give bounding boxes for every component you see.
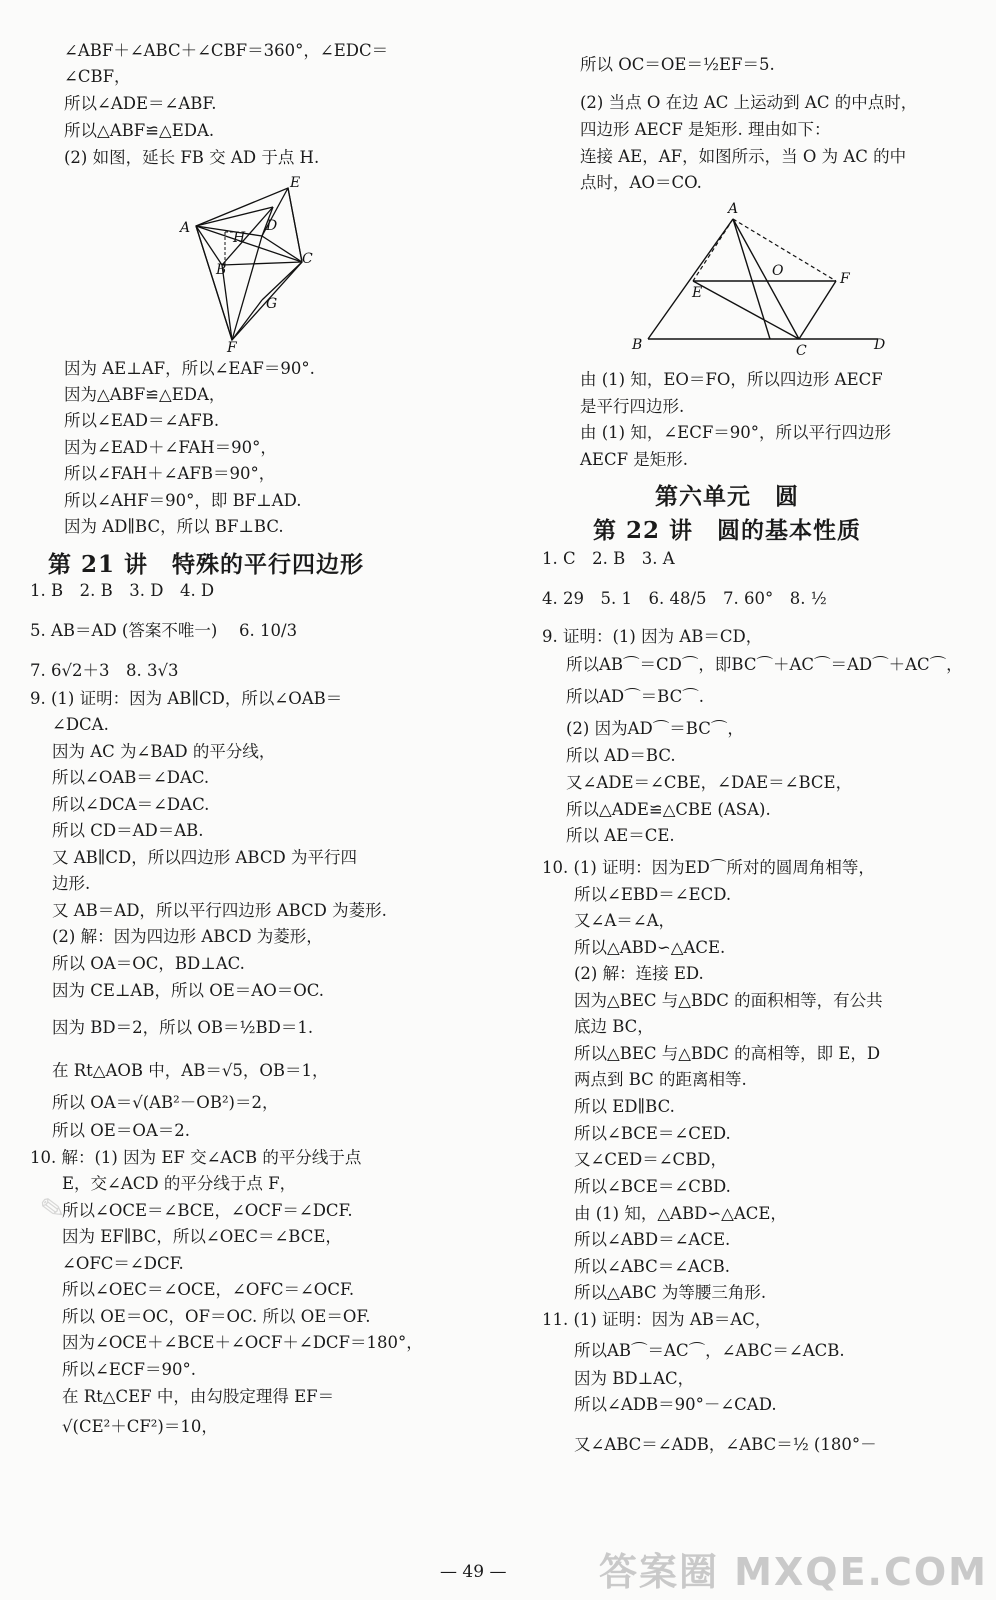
text-line: 又∠CED＝∠CBD， (574, 1150, 728, 1169)
text-line: 所以∠DCA＝∠DAC. (52, 795, 210, 814)
text-line: E，交∠ACD 的平分线于点 F， (62, 1174, 297, 1193)
text-line: 所以∠ADE＝∠ABF. (64, 94, 217, 113)
text-line: 所以△ADE≌△CBE (ASA). (566, 800, 771, 819)
text-line: 因为 BD＝2，所以 OB＝½BD＝1. (52, 1018, 314, 1037)
text-line: 边形. (52, 874, 91, 893)
faint-stamp: ✎ (37, 1190, 68, 1229)
text-line: 所以 CD＝AD＝AB. (52, 821, 204, 840)
text-line: 所以AD⌒＝BC⌒. (566, 687, 704, 706)
text-line: (2) 如图，延长 FB 交 AD 于点 H. (64, 148, 320, 167)
text-line: 所以 OA＝√(AB²－OB²)＝2， (52, 1093, 279, 1112)
text-line: 所以 OE＝OA＝2. (52, 1121, 191, 1140)
fig2-label: F (840, 271, 850, 287)
text-line: 所以△BEC 与△BDC 的高相等，即 E，D (574, 1044, 881, 1063)
text-line: 因为∠OCE＋∠BCE＋∠OCF＋∠DCF＝180°， (62, 1333, 423, 1352)
text-line: ∠DCA. (52, 715, 109, 734)
text-line: AECF 是矩形. (580, 450, 689, 469)
text-line: ∠CBF， (64, 67, 131, 86)
text-line: 所以∠EAD＝∠AFB. (64, 411, 220, 430)
text-line: 在 Rt△CEF 中，由勾股定理得 EF＝ (62, 1387, 335, 1406)
fig1-label: D (266, 218, 278, 234)
text-line: ∠ABF＋∠ABC＋∠CBF＝360°，∠EDC＝ (64, 41, 389, 60)
text-line: 由 (1) 知，EO＝FO，所以四边形 AECF (580, 370, 883, 389)
fig1-label: H (233, 230, 246, 246)
text-line: 因为 CE⊥AB，所以 OE＝AO＝OC. (52, 981, 325, 1000)
text-line: 所以∠BCE＝∠CED. (574, 1124, 731, 1143)
text-line: 1. C 2. B 3. A (542, 549, 675, 568)
text-line: √(CE²＋CF²)＝10， (62, 1417, 218, 1436)
text-line: 所以∠EBD＝∠ECD. (574, 885, 732, 904)
text-line: 所以 OC＝OE＝½EF＝5. (580, 55, 775, 74)
unit-title: 第六单元 圆 (655, 483, 799, 510)
text-line: 连接 AE，AF，如图所示，当 O 为 AC 的中 (580, 147, 907, 166)
fig2-label: C (796, 343, 807, 359)
text-line: 又∠A＝∠A， (574, 911, 675, 930)
text-line: (2) 因为AD⌒＝BC⌒， (566, 719, 744, 738)
text-line: 由 (1) 知，△ABD∽△ACE， (574, 1204, 787, 1223)
text-line: 因为 AC 为∠BAD 的平分线， (52, 742, 276, 761)
text-line: 5. AB＝AD (答案不唯一) 6. 10/3 (30, 621, 298, 640)
text-line: 点时，AO＝CO. (580, 173, 702, 192)
fig2-label: B (632, 337, 643, 353)
text-line: 因为 BD⊥AC， (574, 1369, 695, 1388)
text-line: 所以 ED∥BC. (574, 1097, 675, 1116)
text-line: 又 AB＝AD，所以平行四边形 ABCD 为菱形. (52, 901, 387, 920)
text-line: 所以 AD＝BC. (566, 746, 676, 765)
text-line: 7. 6√2＋3 8. 3√3 (30, 661, 179, 680)
text-line: 所以∠ADB＝90°－∠CAD. (574, 1395, 777, 1414)
text-line: 因为 EF∥BC，所以∠OEC＝∠BCE， (62, 1227, 342, 1246)
text-line: 两点到 BC 的距离相等. (574, 1070, 747, 1089)
text-line: 因为△BEC 与△BDC 的面积相等，有公共 (574, 991, 883, 1010)
text-line: 所以AB⌒＝AC⌒，∠ABC＝∠ACB. (574, 1341, 845, 1360)
text-line: ∠OFC＝∠DCF. (62, 1254, 184, 1273)
text-line: 由 (1) 知，∠ECF＝90°，所以平行四边形 (580, 423, 892, 442)
text-line: 因为∠EAD＋∠FAH＝90°， (64, 438, 277, 457)
text-line: 底边 BC， (574, 1017, 654, 1036)
fig2-label: E (692, 285, 703, 301)
text-line: 11. (1) 证明：因为 AB＝AC， (542, 1310, 772, 1329)
text-line: 因为 AD∥BC，所以 BF⊥BC. (64, 517, 284, 536)
text-line: (2) 解：连接 ED. (574, 964, 704, 983)
text-line: 所以∠OEC＝∠OCE，∠OFC＝∠OCF. (62, 1280, 355, 1299)
text-line: 所以△ABD∽△ACE. (574, 938, 726, 957)
fig1-label: G (266, 296, 278, 312)
text-line: 9. 证明：(1) 因为 AB＝CD， (542, 627, 763, 646)
text-line: 又 AB∥CD，所以四边形 ABCD 为平行四 (52, 848, 357, 867)
text-line: (2) 解：因为四边形 ABCD 为菱形， (52, 927, 323, 946)
fig1-label: C (302, 251, 313, 267)
text-line: 所以 AE＝CE. (566, 826, 675, 845)
text-line: 10. 解：(1) 因为 EF 交∠ACB 的平分线于点 (30, 1148, 362, 1167)
text-line: 是平行四边形. (580, 397, 685, 416)
text-line: 所以△ABF≌△EDA. (64, 121, 215, 140)
text-line: 因为△ABF≌△EDA， (64, 385, 226, 404)
text-line: (2) 当点 O 在边 AC 上运动到 AC 的中点时， (580, 93, 918, 112)
page-number: — 49 — (440, 1562, 507, 1582)
text-line: 所以∠ABD＝∠ACE. (574, 1230, 731, 1249)
section-title: 第 22 讲 圆的基本性质 (593, 517, 862, 544)
text-line: 又∠ABC＝∠ADB，∠ABC＝½ (180°－ (574, 1435, 877, 1454)
text-line: 四边形 AECF 是矩形. 理由如下： (580, 120, 831, 139)
text-line: 所以AB⌒＝CD⌒，即BC⌒＋AC⌒＝AD⌒＋AC⌒， (566, 655, 963, 674)
figure-triangle-rectangle (620, 195, 895, 365)
section-title: 第 21 讲 特殊的平行四边形 (48, 551, 365, 578)
fig1-label: B (216, 262, 227, 278)
fig1-label: A (180, 220, 191, 236)
text-line: 4. 29 5. 1 6. 48/5 7. 60° 8. ½ (542, 589, 827, 608)
text-line: 所以∠OCE＝∠BCE，∠OCF＝∠DCF. (62, 1201, 353, 1220)
text-line: 所以∠AHF＝90°，即 BF⊥AD. (64, 491, 302, 510)
text-line: 在 Rt△AOB 中，AB＝√5，OB＝1， (52, 1061, 329, 1080)
text-line: 又∠ADE＝∠CBE，∠DAE＝∠BCE， (566, 773, 853, 792)
figure-quadrilateral-1 (170, 170, 330, 355)
text-line: 9. (1) 证明：因为 AB∥CD，所以∠OAB＝ (30, 689, 343, 708)
text-line: 所以△ABC 为等腰三角形. (574, 1283, 767, 1302)
fig1-label: F (227, 340, 237, 355)
fig2-label: D (874, 337, 886, 353)
text-line: 所以 OE＝OC，OF＝OC. 所以 OE＝OF. (62, 1307, 371, 1326)
text-line: 10. (1) 证明：因为ED⌒所对的圆周角相等， (542, 858, 875, 877)
text-line: 因为 AE⊥AF，所以∠EAF＝90°. (64, 359, 315, 378)
text-line: 所以∠BCE＝∠CBD. (574, 1177, 731, 1196)
text-line: 所以 OA＝OC，BD⊥AC. (52, 954, 245, 973)
text-line: 所以∠ECF＝90°. (62, 1360, 196, 1379)
text-line: 所以∠ABC＝∠ACB. (574, 1257, 731, 1276)
fig1-label: E (290, 175, 301, 191)
watermark-logo: 答案圈 MXQE.COM (598, 1550, 988, 1594)
text-line: 所以∠FAH＋∠AFB＝90°， (64, 464, 276, 483)
text-line: 所以∠OAB＝∠DAC. (52, 768, 210, 787)
fig2-label: A (728, 201, 739, 217)
fig2-label: O (772, 263, 784, 279)
text-line: 1. B 2. B 3. D 4. D (30, 581, 215, 600)
